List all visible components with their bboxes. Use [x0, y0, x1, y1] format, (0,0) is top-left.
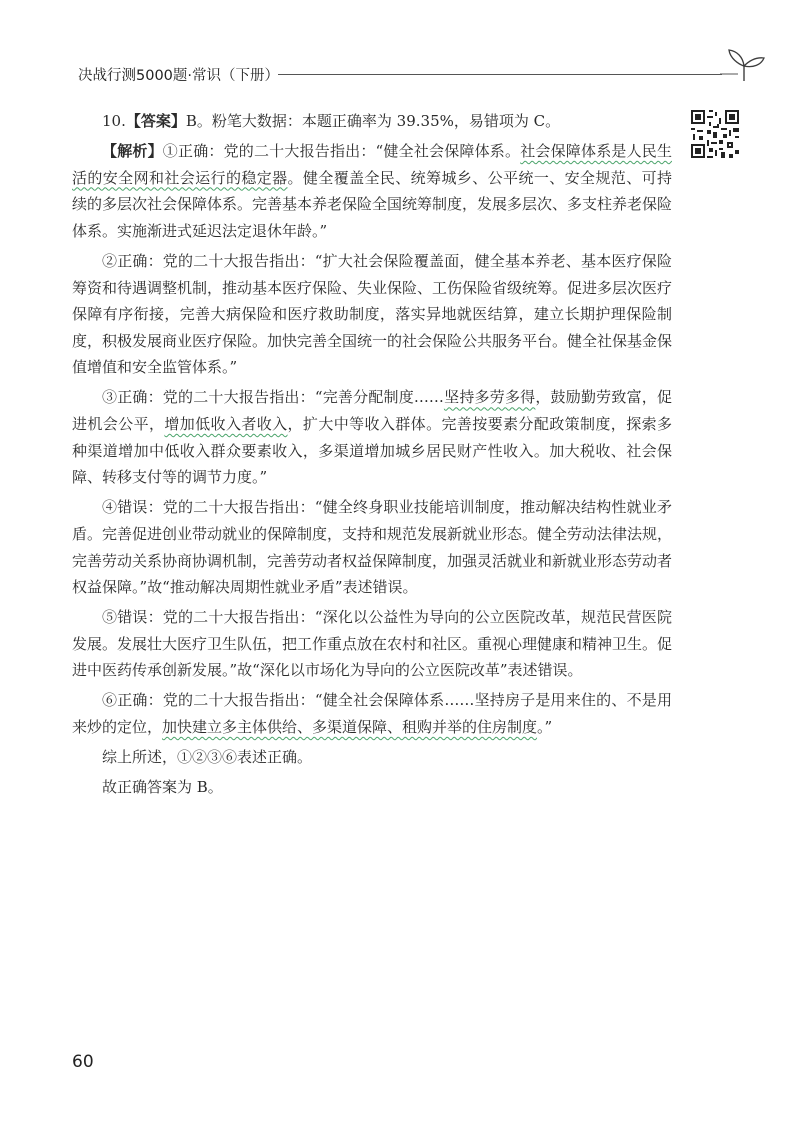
page-header — [78, 62, 768, 88]
answer-text: B。粉笔大数据：本题正确率为 39.35%，易错项为 C。 — [185, 112, 561, 130]
analysis-point-4: ④错误：党的二十大报告指出：“健全终身职业技能培训制度，推动解决结构性就业矛盾。完善促进创业带动就业的保障制度，支持和规范发展新就业形态。健全劳动法律法规，完善劳动关系协商协调机制，完善劳动者权益保障制度，加强灵活就业和新就业形态劳动者权益保障。”故“推动解决周期性就业矛盾”表述错误。 — [72, 498, 673, 597]
analysis-tag: 【解析】 — [102, 142, 163, 161]
key-phrase: 社会保障体系是人民生活的安全网和社会运行的稳定器 — [72, 142, 672, 187]
summary-line: 综上所述，①②③⑥表述正确。 — [102, 748, 313, 767]
analysis-point-2: ②正确：党的二十大报告指出：“扩大社会保险覆盖面，健全基本养老、基本医疗保险筹资和待遇调整机制，推动基本医疗保险、失业保险、工伤保险省级统筹。促进多层次医疗保障有序衔接，完善大病保险和医疗救助制度，落实异地就医结算，建立长期护理保险制度，积极发展商业医疗保险。加快完善全国统一的社会保险公共服务平台。健全社保基金保值增值和安全监管体系。” — [72, 251, 673, 377]
analysis-point-1: 【解析】①正确：党的二十大报告指出：“健全社会保障体系。社会保障体系是人民生活的安全网和社会运行的稳定器。健全覆盖全民、统筹城乡、公平统一、安全规范、可持续的多层次社会保障体系。完善基本养老保险全国统筹制度，发展多层次、多支柱养老保险体系。实施渐进式延迟法定退休年龄。” — [72, 142, 673, 240]
conclusion-line: 故正确答案为 B。 — [102, 778, 223, 797]
key-phrase: 加快建立多主体供给、多渠道保障、租购并举的住房制度 — [162, 718, 538, 737]
key-phrase: 坚持多劳多得 — [443, 388, 536, 407]
answer-tag: 【答案】 — [125, 112, 186, 130]
analysis-point-5: ⑤错误：党的二十大报告指出：“深化以公益性为导向的公立医院改革，规范民营医院发展。发展壮大医疗卫生队伍，把工作重点放在农村和社区。重视心理健康和精神卫生。促进中医药传承创新发展。”故“深化以市场化为导向的公立医院改革”表述错误。 — [72, 608, 673, 680]
page-number: 60 — [72, 1052, 94, 1072]
analysis-point-3: ③正确：党的二十大报告指出：“完善分配制度……坚持多劳多得，鼓励勤劳致富，促进机会公平，增加低收入者收入，扩大中等收入群体。完善按要素分配政策制度，探索多种渠道增加中低收入群众要素收入，多渠道增加城乡居民财产性收入。加大税收、社会保障、转移支付等的调节力度。” — [72, 388, 672, 487]
key-phrase: 增加低收入者收入 — [164, 415, 288, 434]
sprout-icon — [720, 48, 768, 82]
explanation-body — [72, 108, 672, 804]
header-rule — [278, 74, 722, 75]
qr-code — [689, 108, 741, 160]
question-number: 10. — [102, 112, 126, 130]
analysis-point-6: ⑥正确：党的二十大报告指出：“健全社会保障体系……坚持房子是用来住的、不是用来炒的定位，加快建立多主体供给、多渠道保障、租购并举的住房制度。” — [72, 691, 672, 737]
book-title: 决战行测5000题·常识（下册） — [78, 68, 280, 84]
answer-line — [72, 108, 672, 135]
